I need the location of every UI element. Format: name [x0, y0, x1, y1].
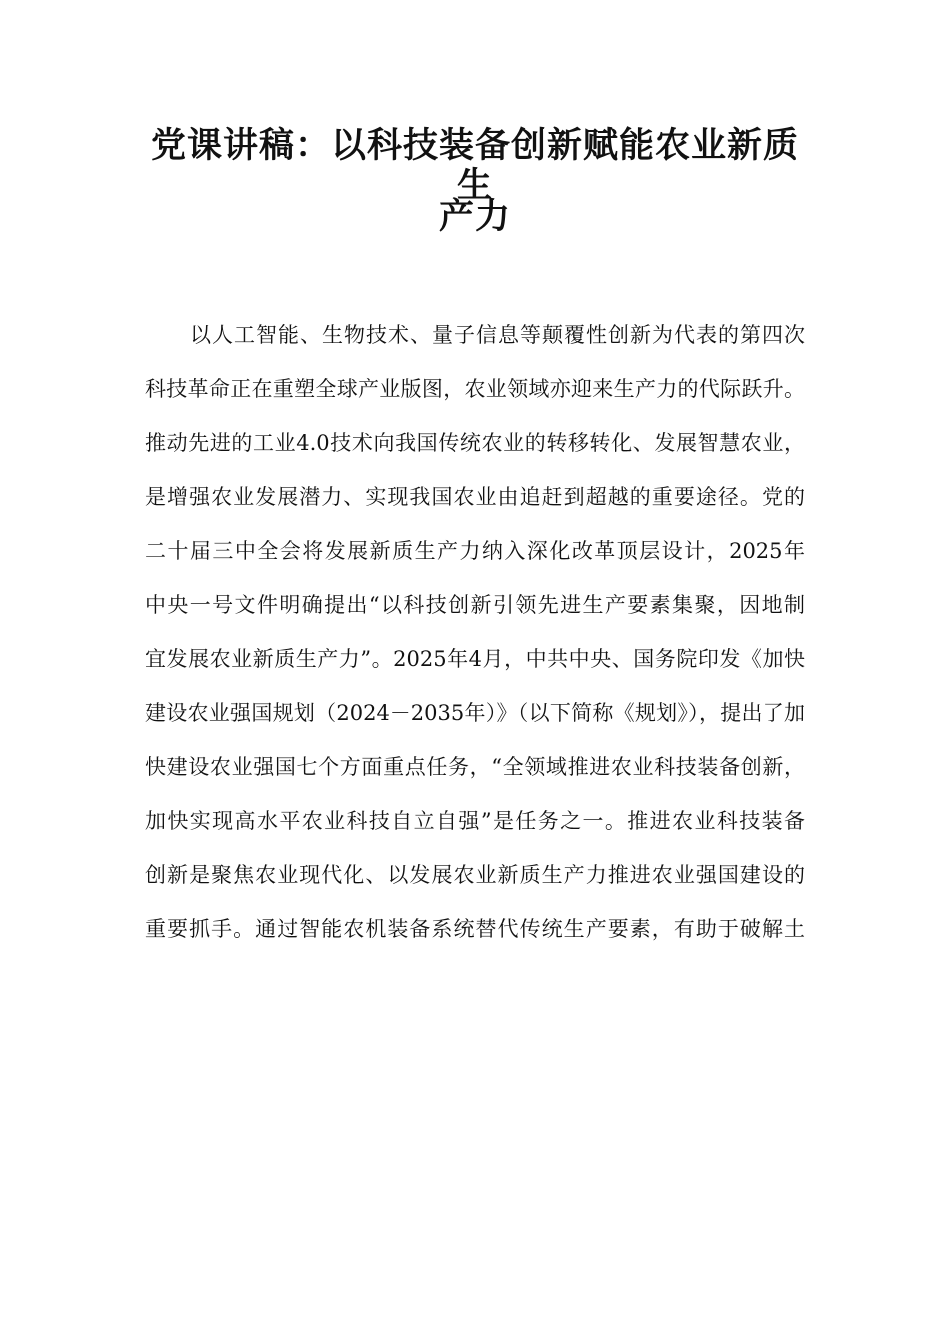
body-line: 创新是聚焦农业现代化、以发展农业新质生产力推进农业强国建设的: [145, 863, 805, 887]
body-line: 推动先进的工业4.0技术向我国传统农业的转移转化、发展智慧农业，: [145, 431, 805, 455]
document-title-line-1: 党课讲稿：以科技装备创新赋能农业新质生: [150, 125, 799, 206]
body-line: 宜发展农业新质生产力”。2025年4月，中共中央、国务院印发《加快: [145, 647, 805, 671]
body-line: 建设农业强国规划（2024－2035年）》（以下简称《规划》），提出了加: [145, 701, 805, 725]
body-line: 中央一号文件明确提出“以科技创新引领先进生产要素集聚，因地制: [145, 593, 805, 617]
document-title-line-2: 产力: [438, 196, 511, 237]
body-line: 快建设农业强国七个方面重点任务，“全领域推进农业科技装备创新，: [145, 755, 805, 779]
body-line: 以人工智能、生物技术、量子信息等颠覆性创新为代表的第四次: [190, 323, 805, 347]
body-line: 重要抓手。通过智能农机装备系统替代传统生产要素，有助于破解土: [145, 917, 805, 941]
body-line: 科技革命正在重塑全球产业版图，农业领域亦迎来生产力的代际跃升。: [145, 377, 805, 401]
body-line: 二十届三中全会将发展新质生产力纳入深化改革顶层设计，2025年: [145, 539, 805, 563]
body-line: 是增强农业发展潜力、实现我国农业由追赶到超越的重要途径。党的: [145, 485, 805, 509]
body-line: 加快实现高水平农业科技自立自强”是任务之一。推进农业科技装备: [145, 809, 805, 833]
